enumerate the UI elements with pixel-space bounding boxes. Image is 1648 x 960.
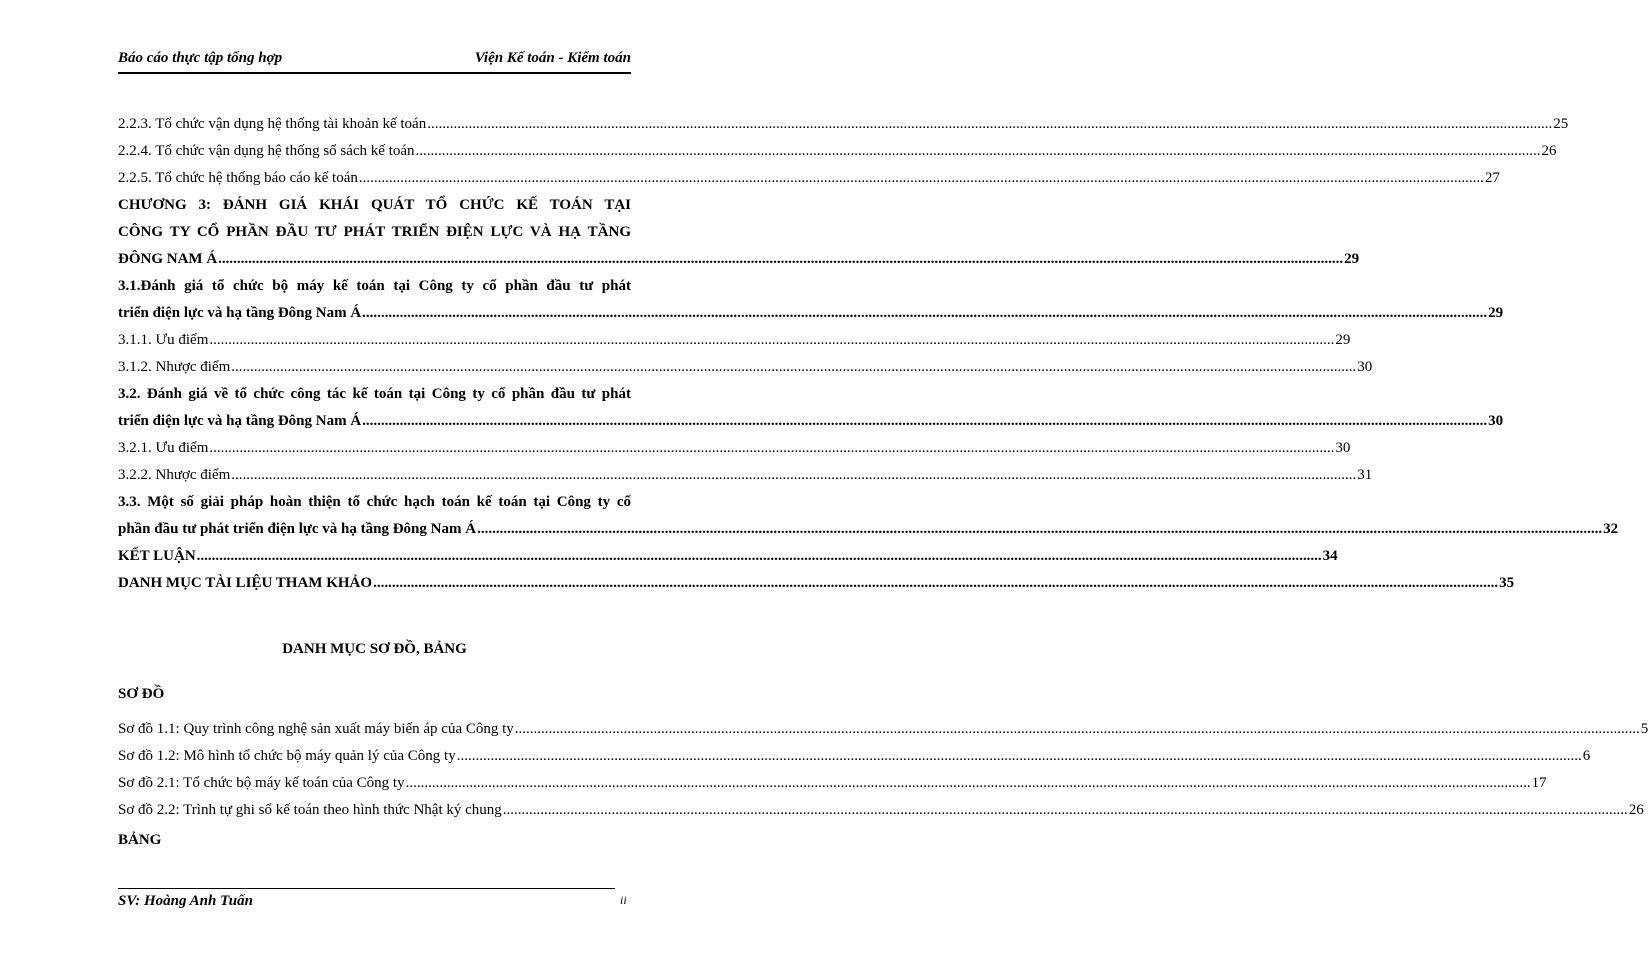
toc-leader: ............................................................................................................................................................................................................................................................................................................ [231,359,1357,375]
toc-leader: ............................................................................................................................................................................................................................................................................................................ [231,467,1357,483]
toc-entry-text: triển điện lực và hạ tầng Đông Nam Á [118,413,362,429]
toc-entry-text: 2.2.4. Tổ chức vận dụng hệ thống sổ sách kế toán [118,143,415,159]
diagram-entry [118,770,1547,797]
toc-section-line: 3.2. Đánh giá về tổ chức công tác kế toán tại Công ty cổ phần đầu tư phát [118,386,631,402]
diagram-entry-text: Sơ đồ 2.1: Tổ chức bộ máy kế toán của Công ty [118,775,405,791]
toc-entry-text: 3.1.2. Nhược điểm [118,359,231,375]
toc-leader: ............................................................................................................................................................................................................................................................................................................ [456,748,1582,764]
toc-page-number: 25 [1553,116,1569,132]
toc-page-number: 29 [1344,251,1360,267]
diagram-entry-text: Sơ đồ 1.1: Quy trình công nghệ sản xuất máy biến áp của Công ty [118,721,514,737]
toc-entry [118,354,1373,381]
toc-page-number: 32 [1603,521,1619,537]
toc-leader: ............................................................................................................................................................................................................................................................................................................ [514,721,1640,737]
diagram-entry [118,716,1648,743]
toc-entry-text: ĐÔNG NAM Á [118,251,218,267]
toc-entry-text: DANH MỤC TÀI LIỆU THAM KHẢO [118,575,373,591]
table-of-contents [118,111,1619,597]
header-institute: Viện Kế toán - Kiểm toán [474,50,631,66]
toc-entry [118,570,1515,597]
toc-entry-text: KẾT LUẬN [118,548,196,564]
footer-divider [118,888,615,889]
diagram-page-number: 17 [1531,775,1547,791]
toc-leader: ............................................................................................................................................................................................................................................................................................................ [405,775,1531,791]
toc-section-line: 3.3. Một số giải pháp hoàn thiện tổ chức hạch toán kế toán tại Công ty cổ [118,494,631,510]
diagram-entry-text: Sơ đồ 2.2: Trình tự ghi sổ kế toán theo hình thức Nhật ký chung [118,802,502,818]
toc-leader: ............................................................................................................................................................................................................................................................................................................ [218,251,1344,267]
toc-leader: ............................................................................................................................................................................................................................................................................................................ [362,413,1488,429]
toc-entry [118,408,1504,435]
toc-section-line: 3.1.Đánh giá tổ chức bộ máy kế toán tại Công ty cổ phần đầu tư phát [118,278,631,294]
toc-page-number: 29 [1488,305,1504,321]
toc-entry [118,435,1351,462]
toc-entry [118,111,1569,138]
toc-leader: ............................................................................................................................................................................................................................................................................................................ [502,802,1628,818]
toc-entry [118,516,1619,543]
diagram-page-number: 6 [1582,748,1591,764]
toc-leader: ............................................................................................................................................................................................................................................................................................................ [209,332,1335,348]
diagram-page-number: 5 [1640,721,1648,737]
toc-entry [118,543,1338,570]
toc-leader: ............................................................................................................................................................................................................................................................................................................ [415,143,1541,159]
toc-page-number: 27 [1484,170,1500,186]
toc-entry [118,300,1504,327]
toc-entry-text: triển điện lực và hạ tầng Đông Nam Á [118,305,362,321]
toc-leader: ............................................................................................................................................................................................................................................................................................................ [427,116,1553,132]
toc-chapter-line: CÔNG TY CỔ PHẦN ĐẦU TƯ PHÁT TRIỂN ĐIỆN LỰC VÀ HẠ TẦNG [118,224,631,240]
so-do-heading: SƠ ĐỒ [118,686,165,702]
toc-leader: ............................................................................................................................................................................................................................................................................................................ [362,305,1488,321]
toc-chapter-line: CHƯƠNG 3: ĐÁNH GIÁ KHÁI QUÁT TỔ CHỨC KẾ TOÁN TẠI [118,197,631,213]
diagram-page-number: 26 [1628,802,1644,818]
footer-student-name: SV: Hoàng Anh Tuấn [118,893,253,909]
toc-entry-text: phần đầu tư phát triển điện lực và hạ tầng Đông Nam Á [118,521,477,537]
toc-leader: ............................................................................................................................................................................................................................................................................................................ [196,548,1322,564]
toc-leader: ............................................................................................................................................................................................................................................................................................................ [209,440,1335,456]
toc-page-number: 26 [1541,143,1557,159]
toc-leader: ............................................................................................................................................................................................................................................................................................................ [477,521,1603,537]
toc-entry [118,462,1373,489]
footer-page-number: ii [620,893,627,907]
toc-page-number: 30 [1357,359,1373,375]
toc-entry-text: 2.2.5. Tổ chức hệ thống báo cáo kế toán [118,170,358,186]
list-title: DANH MỤC SƠ ĐỒ, BẢNG [282,641,467,657]
toc-page-number: 29 [1335,332,1351,348]
toc-leader: ............................................................................................................................................................................................................................................................................................................ [358,170,1484,186]
toc-entry [118,327,1351,354]
toc-page-number: 35 [1499,575,1515,591]
diagram-list [118,716,1648,824]
toc-entry [118,138,1557,165]
diagram-entry-text: Sơ đồ 1.2: Mô hình tổ chức bộ máy quản lý của Công ty [118,748,456,764]
toc-entry-text: 3.1.1. Ưu điểm [118,332,209,348]
toc-page-number: 30 [1335,440,1351,456]
bang-heading: BẢNG [118,832,162,848]
toc-entry [118,246,1360,273]
toc-entry [118,165,1500,192]
toc-page-number: 30 [1488,413,1504,429]
toc-leader: ............................................................................................................................................................................................................................................................................................................ [373,575,1499,591]
diagram-entry [118,797,1644,824]
toc-entry-text: 3.2.1. Ưu điểm [118,440,209,456]
diagram-entry [118,743,1591,770]
toc-page-number: 31 [1357,467,1373,483]
toc-entry-text: 3.2.2. Nhược điểm [118,467,231,483]
toc-entry-text: 2.2.3. Tổ chức vận dụng hệ thống tài khoản kế toán [118,116,427,132]
toc-page-number: 34 [1322,548,1338,564]
page-header [118,44,631,74]
header-report-title: Báo cáo thực tập tổng hợp [118,50,283,66]
